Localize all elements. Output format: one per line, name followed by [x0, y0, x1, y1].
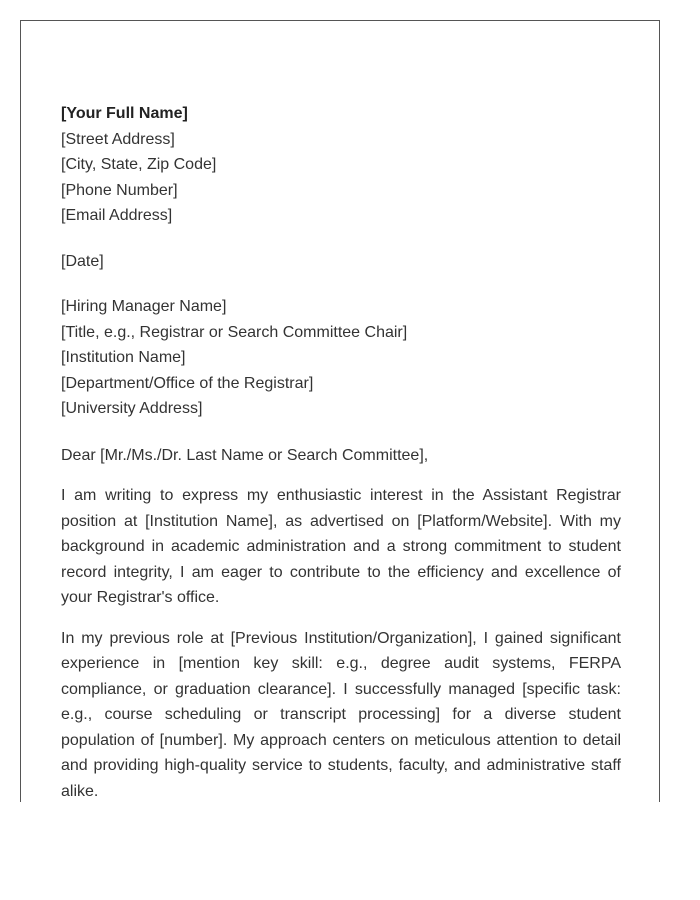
date-block — [61, 249, 621, 275]
salutation-block — [61, 443, 621, 469]
sender-name: [Your Full Name] — [61, 105, 188, 122]
recipient-address: [University Address] — [61, 400, 203, 417]
sender-block — [61, 101, 621, 229]
sender-phone: [Phone Number] — [61, 181, 178, 199]
recipient-block — [61, 294, 621, 422]
recipient-department: [Department/Office of the Registrar] — [61, 374, 314, 392]
recipient-title: [Title, e.g., Registrar or Search Committee Chair] — [61, 323, 408, 341]
recipient-name: [Hiring Manager Name] — [61, 298, 227, 315]
letter-content — [61, 101, 621, 802]
body-paragraph-1: I am writing to express my enthusiastic interest in the Assistant Registrar position at [Institution Name], as advertised on [Platform/Website]. With my background in academic administration and a strong commitment to student record integrity, I am eager to contribute to the efficiency and excellence of your Registrar's office. — [61, 487, 621, 606]
salutation: Dear [Mr./Ms./Dr. Last Name or Search Committee], — [61, 446, 429, 464]
letter-date: [Date] — [61, 252, 104, 270]
body-paragraph-2: In my previous role at [Previous Institution/Organization], I gained significant experience in [mention key skill: e.g., degree audit systems, FERPA compliance, or graduation clearance]. I successfully managed [specific task: e.g., course scheduling or transcript processing] for a diverse student population of [number]. My approach centers on meticulous attention to detail and providing high-quality service to students, faculty, and administrative staff alike. — [61, 629, 621, 800]
sender-email: [Email Address] — [61, 207, 173, 224]
letter-page — [20, 20, 660, 802]
sender-street: [Street Address] — [61, 130, 175, 148]
recipient-institution: [Institution Name] — [61, 349, 186, 366]
sender-city: [City, State, Zip Code] — [61, 156, 217, 173]
